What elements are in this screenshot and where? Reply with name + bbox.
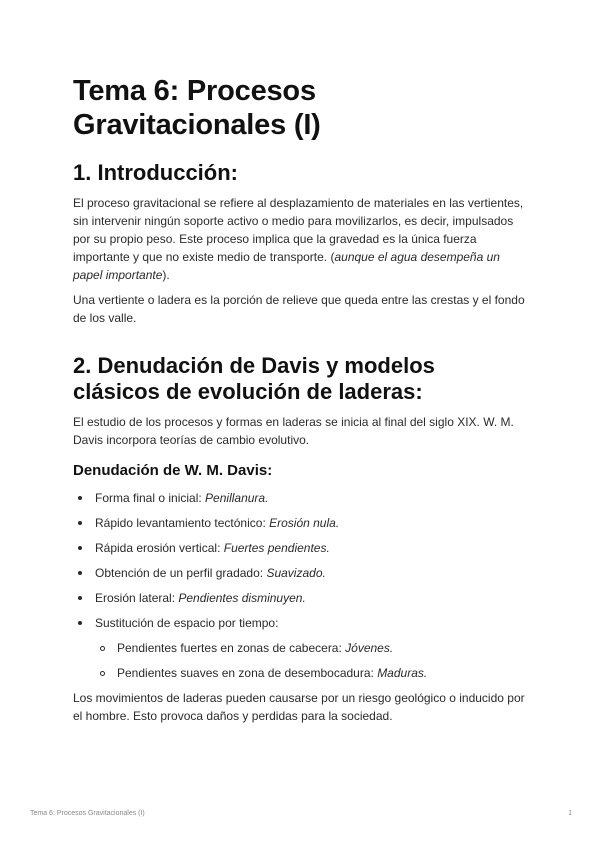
page-number: 1	[568, 810, 572, 817]
paragraph-proceso-gravitacional	[73, 194, 525, 284]
paragraph-end: ).	[162, 268, 170, 282]
document-page	[73, 74, 525, 732]
section-heading-denudacion: 2. Denudación de Davis y modelos clásicos de evolución de laderas:	[73, 353, 435, 404]
footer-title: Tema 6: Procesos Gravitacionales (I)	[30, 810, 145, 817]
sub-list-item: Pendientes suaves en zona de desembocadura: Maduras.	[95, 664, 525, 682]
list-item: Forma final o inicial: Penillanura.	[73, 489, 525, 507]
paragraph-movimientos: Los movimientos de laderas pueden causarse por un riesgo geológico o inducido por el hombre. Esto provoca daños y perdidas para la sociedad.	[73, 691, 525, 723]
paragraph-italic: aunque el agua desempeña un papel importante	[73, 250, 500, 282]
list-item: Rápido levantamiento tectónico: Erosión nula.	[73, 514, 525, 532]
sub-list-item: Pendientes fuertes en zonas de cabecera: Jóvenes.	[95, 639, 525, 657]
list-item: Obtención de un perfil gradado: Suavizado.	[73, 564, 525, 582]
section-heading-introduccion: 1. Introducción:	[73, 160, 238, 185]
subheading-denudacion-davis: Denudación de W. M. Davis:	[73, 462, 273, 479]
list-item: Sustitución de espacio por tiempo: Pendientes fuertes en zonas de cabecera: Jóvenes. Pendientes suaves en zona de desembocadura: Maduras.	[73, 614, 525, 682]
paragraph-estudio: El estudio de los procesos y formas en laderas se inicia al final del siglo XIX. W. M. Davis incorpora teorías de cambio evolutivo.	[73, 415, 514, 447]
sub-list	[95, 639, 525, 682]
davis-list	[73, 489, 525, 682]
list-item: Rápida erosión vertical: Fuertes pendientes.	[73, 539, 525, 557]
paragraph-vertiente: Una vertiente o ladera es la porción de relieve que queda entre las crestas y el fondo de los valle.	[73, 293, 525, 325]
list-item: Erosión lateral: Pendientes disminuyen.	[73, 589, 525, 607]
paragraph-text: El proceso gravitacional se refiere al desplazamiento de materiales en las vertientes, sin intervenir ningún soporte activo o medio para movilizarlos, es decir, impulsados por su propio peso. Este proceso implica que la gravedad es la única fuerza importante y que no existe medio de transporte. (	[73, 196, 524, 264]
page-title: Tema 6: Procesos Gravitacionales (I)	[73, 75, 321, 141]
